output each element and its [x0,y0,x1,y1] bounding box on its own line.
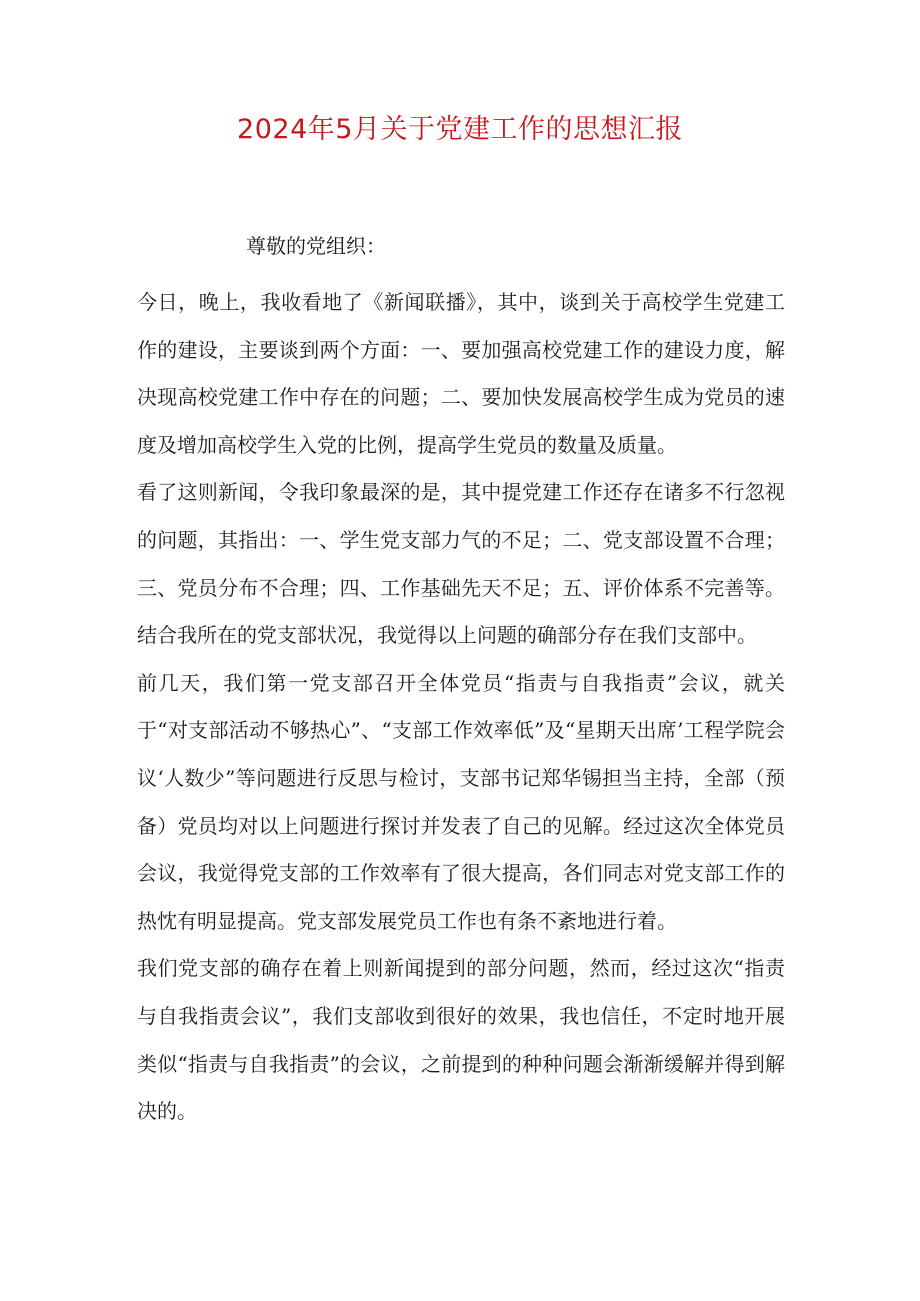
paragraph-1: 今日，晚上，我收看地了《新闻联播》，其中，谈到关于高校学生党建工作的建设，主要谈到两个方面：一、要加强高校党建工作的建设力度，解决现高校党建工作中存在的问题；二、要加快发展高校学生成为党员的速度及增加高校学生入党的比例，提高学生党员的数量及质量。 [137,290,785,457]
document-title: 2024年5月关于党建工作的思想汇报 [237,114,683,145]
paragraph-3: 前几天，我们第一党支部召开全体党员“指责与自我指责”会议，就关于“对支部活动不够热心”、“支部工作效率低”及“星期天出席’工程学院会议‘人数少”等问题进行反思与检讨，支部书记郑华锡担当主持，全部（预备）党员均对以上问题进行探讨并发表了自己的见解。经过这次全体党员会议，我觉得党支部的工作效率有了很大提高，各们同志对党支部工作的热忱有明显提高。党支部发展党员工作也有条不紊地进行着。 [137,670,785,933]
salutation: 尊敬的党组织： [246,234,386,258]
paragraph-2: 看了这则新闻，令我印象最深的是，其中提党建工作还存在诸多不行忽视的问题，其指出：一、学生党支部力气的不足；二、党支部设置不合理；三、党员分布不合理；四、工作基础先天不足；五、评价体系不完善等。结合我所在的党支部状况，我觉得以上问题的确部分存在我们支部中。 [137,480,785,648]
paragraph-4: 我们党支部的确存在着上则新闻提到的部分问题，然而，经过这次“指责与自我指责会议”，我们支部收到很好的效果，我也信任，不定时地开展类似“指责与自我指责”的会议，之前提到的种种问题会渐渐缓解并得到解决的。 [137,956,785,1124]
document-body [137,279,785,1136]
